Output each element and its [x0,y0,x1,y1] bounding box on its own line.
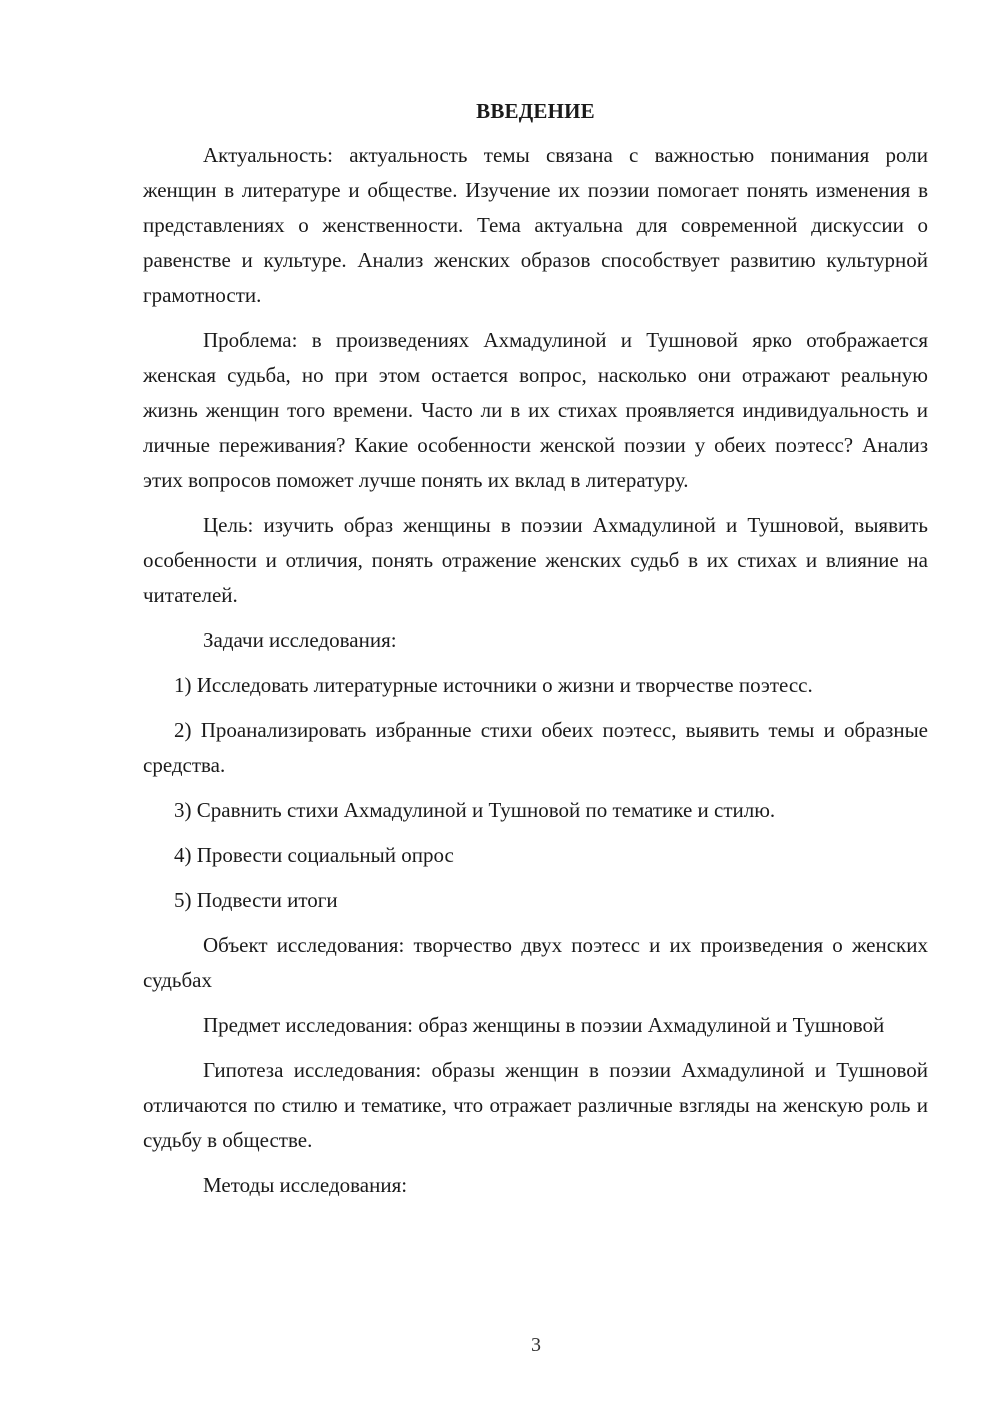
paragraph-relevance: Актуальность: актуальность темы связана с важностью понимания роли женщин в литературе и обществе. Изучение их поэзии помогает понять изменения в представлениях о женственности. Тема актуальна для современной дискуссии о равенстве и культуре. Анализ женских образов способствует развитию культурной грамотности. [143,143,928,307]
paragraph-subject: Предмет исследования: образ женщины в поэзии Ахмадулиной и Тушновой [203,1013,885,1037]
document-page [143,96,928,1203]
paragraph-goal: Цель: изучить образ женщины в поэзии Ахмадулиной и Тушновой, выявить особенности и отличия, понять отражение женских судьб в их стихах и влияние на читателей. [143,513,928,607]
task-item-1: 1) Исследовать литературные источники о жизни и творчестве поэтесс. [174,673,813,697]
page-title: ВВЕДЕНИЕ [476,99,595,123]
task-item-4: 4) Провести социальный опрос [174,843,454,867]
task-item-5: 5) Подвести итоги [174,888,338,912]
paragraph-object: Объект исследования: творчество двух поэтесс и их произведения о женских судьбах [143,933,928,992]
paragraph-problem: Проблема: в произведениях Ахмадулиной и Тушновой ярко отображается женская судьба, но при этом остается вопрос, насколько они отражают реальную жизнь женщин того времени. Часто ли в их стихах проявляется индивидуальность и личные переживания? Какие особенности женской поэзии у обеих поэтесс? Анализ этих вопросов поможет лучше понять их вклад в литературу. [143,328,928,492]
paragraph-hypothesis: Гипотеза исследования: образы женщин в поэзии Ахмадулиной и Тушновой отличаются по стилю и тематике, что отражает различные взгляды на женскую роль и судьбу в обществе. [143,1058,928,1152]
page-number: 3 [531,1334,541,1356]
methods-heading: Методы исследования: [203,1173,408,1197]
task-item-2: 2) Проанализировать избранные стихи обеих поэтесс, выявить темы и образные средства. [143,718,928,777]
task-item-3: 3) Сравнить стихи Ахмадулиной и Тушновой по тематике и стилю. [174,798,776,822]
tasks-heading: Задачи исследования: [203,628,397,652]
